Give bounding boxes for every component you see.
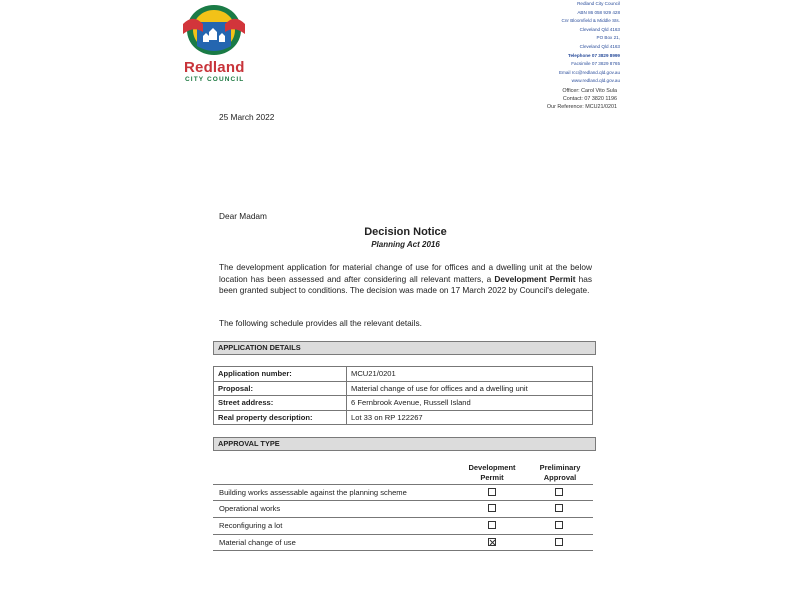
row-divider bbox=[213, 550, 593, 551]
approval-row-label: Reconfiguring a lot bbox=[219, 521, 283, 530]
preliminary-approval-checkbox[interactable] bbox=[555, 504, 563, 512]
preliminary-approval-header: Preliminary Approval bbox=[539, 463, 581, 482]
page-subtitle: Planning Act 2016 bbox=[371, 240, 440, 249]
table-row bbox=[214, 367, 593, 382]
detail-value: MCU21/0201 bbox=[347, 367, 593, 382]
contact-line: PO Box 21, bbox=[596, 35, 620, 41]
council-logo bbox=[180, 2, 250, 86]
council-emblem-icon bbox=[183, 2, 245, 58]
detail-label: Real property description: bbox=[214, 410, 347, 425]
detail-value: 6 Fernbrook Avenue, Russell Island bbox=[347, 396, 593, 411]
decision-text-bold: Development Permit bbox=[494, 273, 576, 284]
contact-line: Redland City Council bbox=[577, 1, 620, 6]
schedule-intro: The following schedule provides all the relevant details. bbox=[219, 318, 422, 328]
row-divider bbox=[213, 534, 593, 535]
officer-contact: Contact: 07 3820 1196 bbox=[562, 96, 617, 102]
contact-line: Facsimile 07 3829 8765 bbox=[571, 61, 620, 67]
preliminary-approval-checkbox[interactable] bbox=[555, 538, 563, 546]
row-divider bbox=[213, 484, 593, 485]
approval-row-label: Operational works bbox=[219, 504, 281, 513]
row-divider bbox=[213, 500, 593, 501]
detail-label: Street address: bbox=[214, 396, 347, 411]
preliminary-approval-checkbox[interactable] bbox=[555, 488, 563, 496]
contact-line: Cnr Bloomfield & Middle Sts. bbox=[561, 18, 620, 24]
contact-website[interactable]: www.redland.qld.gov.au bbox=[571, 78, 620, 84]
letter-date: 25 March 2022 bbox=[219, 112, 275, 122]
development-permit-checkbox[interactable] bbox=[488, 488, 496, 496]
officer-reference: Our Reference: MCU21/0201 bbox=[546, 104, 617, 110]
approval-type-heading: APPROVAL TYPE bbox=[213, 437, 596, 451]
salutation: Dear Madam bbox=[219, 211, 267, 221]
detail-value: Lot 33 on RP 122267 bbox=[347, 410, 593, 425]
application-details-heading: APPLICATION DETAILS bbox=[213, 341, 596, 355]
approval-row-label: Building works assessable against the planning scheme bbox=[219, 488, 407, 497]
row-divider bbox=[213, 517, 593, 518]
table-row bbox=[214, 396, 593, 411]
development-permit-checkbox[interactable] bbox=[488, 504, 496, 512]
decision-text-a: The development application for material change of use for offices and a dwelling unit at the below location has been assessed and after considering all relevant matters, a bbox=[219, 262, 592, 284]
contact-line: Cleveland Qld 4163 bbox=[579, 43, 620, 49]
contact-line: ABN 86 058 929 428 bbox=[577, 9, 620, 15]
table-row bbox=[214, 410, 593, 425]
detail-label: Application number: bbox=[214, 367, 347, 382]
logo-name: Redland bbox=[184, 59, 245, 76]
detail-value: Material change of use for offices and a dwelling unit bbox=[347, 381, 593, 396]
detail-label: Proposal: bbox=[214, 381, 347, 396]
council-contact-block bbox=[480, 0, 620, 86]
preliminary-approval-checkbox[interactable] bbox=[555, 521, 563, 529]
application-details-table bbox=[213, 366, 593, 425]
development-permit-checkbox[interactable] bbox=[488, 521, 496, 529]
contact-email[interactable]: Email rcc@redland.qld.gov.au bbox=[558, 69, 620, 75]
development-permit-checkbox[interactable] bbox=[488, 538, 496, 546]
page-title: Decision Notice bbox=[364, 226, 447, 238]
decision-paragraph bbox=[219, 262, 592, 297]
table-row bbox=[214, 381, 593, 396]
decision-text-b: has been granted subject to conditions. The decision was made on 17 March 2022 by Council's delegate. bbox=[219, 273, 592, 296]
contact-telephone: Telephone 07 3829 8999 bbox=[567, 52, 620, 58]
approval-row-label: Material change of use bbox=[219, 538, 296, 547]
development-permit-header: Development Permit bbox=[468, 463, 516, 482]
officer-block bbox=[467, 87, 617, 111]
officer-name: Officer: Carol Vito Sula bbox=[562, 88, 617, 94]
contact-line: Cleveland Qld 4163 bbox=[579, 26, 620, 32]
logo-subtitle: CITY COUNCIL bbox=[185, 76, 245, 83]
